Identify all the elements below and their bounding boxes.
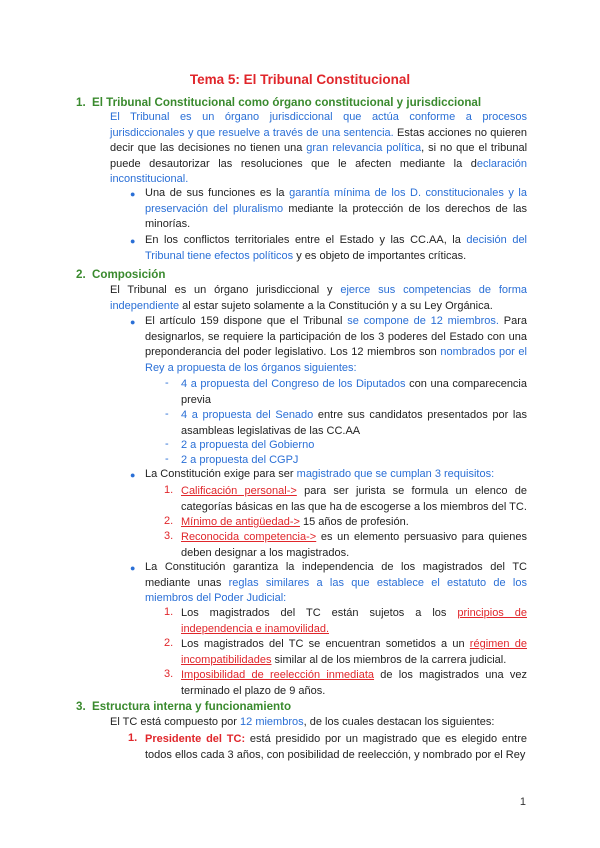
section-1-number: 1. <box>76 96 86 109</box>
highlight-text: gran relevancia política <box>306 142 422 154</box>
highlight-text: magistrado que se cumplan 3 requisitos: <box>296 468 495 480</box>
body-text: El Tribunal es un órgano jurisdiccional y <box>110 284 341 296</box>
rule-item <box>181 637 527 668</box>
body-text: al estar sujeto solamente a la Constitución y a su Ley Orgánica. <box>179 299 493 312</box>
body-text: , si no que el tribunal puede desautorizar las resoluciones que le afecten mediante la d <box>110 142 528 170</box>
body-text: está presidido por un magistrado que es elegido entre todos ellos cada 3 años, con posibilidad de reelección, y nombrado por el Rey <box>145 733 527 761</box>
highlight-text: eclaración inconstitucional. <box>110 157 527 185</box>
body-text: mediante la protección de los derechos de las minorías. <box>145 202 528 230</box>
rule-item <box>181 606 527 637</box>
requirement-number: 3. <box>164 530 174 542</box>
body-text: entre sus candidatos presentados por las asambleas legislativas de las CC.AA <box>181 409 527 437</box>
highlight-text: 12 miembros <box>240 716 304 728</box>
section-2-bullet-3 <box>145 560 527 607</box>
bullet-icon: ● <box>130 317 136 327</box>
requirement-item <box>181 484 527 515</box>
body-text: La Constitución exige para ser <box>145 468 297 480</box>
body-text: con una comparecencia previa <box>181 378 527 406</box>
proposal-item <box>181 408 527 439</box>
body-text: , de los cuales destacan los siguientes: <box>303 716 495 728</box>
highlight-text: 4 a propuesta del Congreso de los Diputados <box>181 378 406 390</box>
highlight-text: Imposibilidad de reelección inmediata <box>181 669 375 681</box>
highlight-text: Mínimo de antigüedad-> <box>181 516 300 528</box>
highlight-text: 2 a propuesta del Gobierno <box>181 439 315 451</box>
highlight-text: reglas similares a las que establece el estatuto de los miembros del Poder Judicial: <box>145 576 527 604</box>
member-number: 1. <box>128 732 138 744</box>
dash-icon: - <box>165 408 169 420</box>
requirement-number: 1. <box>164 484 174 496</box>
rule-number: 2. <box>164 637 174 649</box>
highlight-text: El Tribunal es un órgano jurisdiccional que actúa conforme a procesos jurisdiccionales y que resuelve a través de una sentencia. <box>110 111 527 139</box>
highlight-text: régimen de incompatibilidades <box>181 638 527 666</box>
page-number: 1 <box>519 796 526 808</box>
body-text: En los conflictos territoriales entre el Estado y las CC.AA, la <box>145 234 467 246</box>
body-text: es un elemento persuasivo para quienes deben designar a los magistrados. <box>181 531 528 559</box>
highlight-text: Presidente del TC: <box>145 733 246 745</box>
section-2-number: 2. <box>76 268 86 281</box>
requirement-item <box>181 530 527 561</box>
proposal-item <box>181 377 527 408</box>
section-1-heading <box>76 96 482 109</box>
bullet-icon: ● <box>130 470 136 480</box>
page-title: Tema 5: El Tribunal Constitucional <box>189 72 411 87</box>
section-2-bullet-1 <box>145 314 527 376</box>
highlight-text: se compone de 12 miembros. <box>347 315 499 327</box>
dash-icon: - <box>165 438 169 450</box>
bullet-icon: ● <box>130 563 136 573</box>
rule-number: 3. <box>164 668 174 680</box>
body-text: de los magistrados una vez terminado el plazo de 9 años. <box>181 669 527 697</box>
section-3-heading <box>76 700 292 713</box>
section-1-paragraph <box>110 110 527 188</box>
section-1-title: El Tribunal Constitucional como órgano constitucional y jurisdiccional <box>92 96 482 109</box>
highlight-text: Reconocida competencia-> <box>181 531 317 543</box>
rule-number: 1. <box>164 606 174 618</box>
highlight-text: principios de independencia e inamovilidad. <box>181 607 527 635</box>
body-text: para ser jurista se formula un elenco de categorías básicas en las que ha de escogerse a los miembros del TC. <box>181 485 527 513</box>
section-2-heading <box>76 268 166 281</box>
section-2-bullet-2 <box>145 467 527 483</box>
dash-icon: - <box>165 453 169 465</box>
section-3-title: Estructura interna y funcionamiento <box>92 700 292 713</box>
highlight-text: Calificación personal-> <box>181 485 297 497</box>
highlight-text: ejerce sus competencias de forma independiente <box>110 284 527 312</box>
body-text: Estas acciones no quieren decir que las decisiones no tienen una <box>110 126 527 154</box>
proposal-item <box>181 438 527 454</box>
section-3-paragraph <box>110 715 527 731</box>
body-text: El TC está compuesto por <box>110 716 241 728</box>
requirement-number: 2. <box>164 515 174 527</box>
highlight-text: garantía mínima de los D. constitucionales y la preservación del pluralismo <box>145 187 527 215</box>
body-text: similar al de los miembros de la carrera judicial. <box>271 653 507 666</box>
body-text: y es objeto de importantes críticas. <box>293 249 467 262</box>
bullet-icon: ● <box>130 236 136 246</box>
body-text: La Constitución garantiza la independencia de los magistrados del TC mediante unas <box>145 561 527 589</box>
requirement-item <box>181 515 527 531</box>
section-1-bullet-2 <box>145 233 527 264</box>
highlight-text: 2 a propuesta del CGPJ <box>181 454 299 466</box>
section-2-title: Composición <box>92 268 166 281</box>
body-text: Los magistrados del TC están sujetos a los <box>181 607 458 619</box>
body-text: Los magistrados del TC se encuentran sometidos a un <box>181 638 470 650</box>
rule-item <box>181 668 527 699</box>
bullet-icon: ● <box>130 189 136 199</box>
member-item <box>145 732 527 763</box>
body-text: El artículo 159 dispone que el Tribunal <box>145 315 348 327</box>
highlight-text: 4 a propuesta del Senado <box>181 409 314 421</box>
section-2-paragraph <box>110 283 527 314</box>
highlight-text: nombrados por el Rey a propuesta de los órganos siguientes: <box>145 346 527 374</box>
body-text: 15 años de profesión. <box>299 516 409 528</box>
dash-icon: - <box>165 377 169 389</box>
body-text: Una de sus funciones es la <box>145 187 290 199</box>
section-1-bullet-1 <box>145 186 527 233</box>
body-text: Para designarlos, se requiere la participación de los 3 poderes del Estado con una preponderancia del poder legislativo. Los 12 miembros son <box>145 315 527 358</box>
section-3-number: 3. <box>76 700 86 713</box>
highlight-text: decisión del Tribunal tiene efectos políticos <box>145 234 528 262</box>
